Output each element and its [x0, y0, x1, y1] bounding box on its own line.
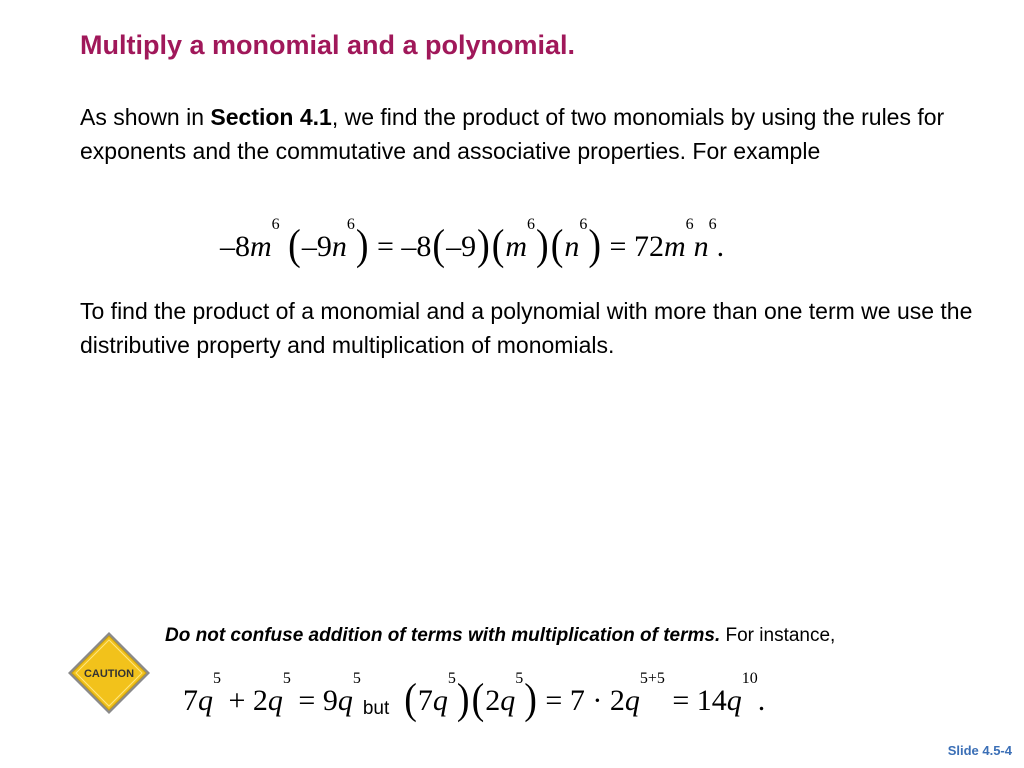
distributive-paragraph: To find the product of a monomial and a polynomial with more than one term we use the distributive property and multiplication of monomials. — [80, 298, 973, 358]
slide-title: Multiply a monomial and a polynomial. — [80, 30, 576, 60]
intro-text-start: As shown in — [80, 104, 211, 130]
caution-rest: For instance, — [720, 625, 836, 646]
caution-note — [165, 622, 905, 649]
caution-emphasis: Do not confuse addition of terms with multiplication of terms. — [165, 625, 721, 646]
intro-text-end: , we find the product of two monomials by using the rules for exponents and the commutative and associative properties. For example — [80, 104, 945, 164]
caution-equation: $7q^5 + 2q^5 = 9q^5but$ $(7q^5)(2q^5) = 7 \cdot 2q^{5+5} = 14q^{10}$. — [183, 670, 766, 724]
but-label: but — [362, 698, 390, 719]
slide-number: Slide 4.5-4 — [947, 743, 1012, 758]
intro-paragraph — [80, 100, 980, 168]
caution-sign-icon — [66, 630, 152, 716]
section-reference: Section 4.1 — [210, 104, 332, 130]
monomial-product-equation: $-8m^6$ $(-9n^6) = -8(-9)(m^6)(n^6) = 72m^6n^6$. — [220, 216, 725, 270]
caution-sign-label: CAUTION — [83, 668, 135, 680]
